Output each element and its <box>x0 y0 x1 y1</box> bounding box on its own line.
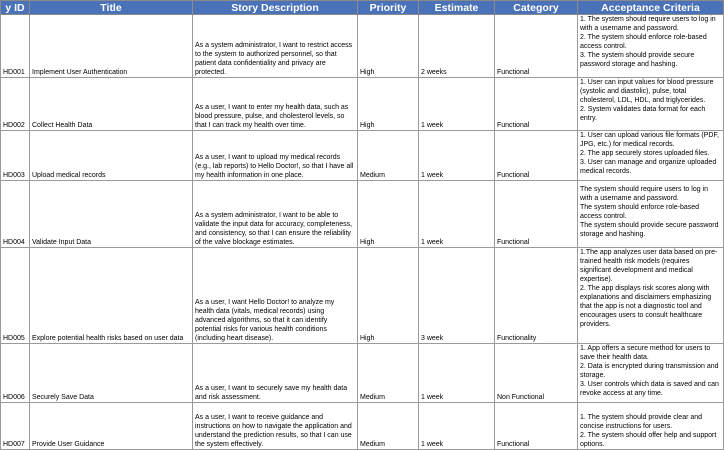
cell-estimate[interactable]: 1 week <box>419 131 495 181</box>
cell-id[interactable]: HD002 <box>1 78 30 131</box>
cell-criteria[interactable] <box>578 78 724 131</box>
criteria-line: 2. Data is encrypted during transmission and storage. <box>580 363 719 379</box>
cell-title[interactable]: Collect Health Data <box>30 78 193 131</box>
criteria-line: The system should require users to log in with a username and password. <box>580 186 709 202</box>
cell-priority[interactable]: High <box>358 78 419 131</box>
cell-title[interactable]: Implement User Authentication <box>30 15 193 78</box>
cell-estimate[interactable]: 1 week <box>419 403 495 450</box>
header-criteria[interactable]: Acceptance Criteria <box>578 1 724 15</box>
cell-title[interactable]: Upload medical records <box>30 131 193 181</box>
table-row <box>1 248 724 344</box>
criteria-line: 1. App offers a secure method for users to save their health data. <box>580 345 711 361</box>
criteria-line: 1. User can upload various file formats (PDF, JPG, etc.) for medical records. <box>580 132 719 148</box>
cell-category[interactable]: Functionality <box>495 248 578 344</box>
cell-estimate[interactable]: 2 weeks <box>419 15 495 78</box>
table-row <box>1 15 724 78</box>
criteria-line: 3. The system should provide secure password storage and hashing. <box>580 52 695 68</box>
criteria-line: 2. The app securely stores uploaded files. <box>580 150 710 157</box>
cell-priority[interactable]: Medium <box>358 403 419 450</box>
criteria-line: 3. User controls which data is saved and can revoke access at any time. <box>580 381 719 397</box>
cell-priority[interactable]: High <box>358 15 419 78</box>
cell-estimate[interactable]: 1 week <box>419 78 495 131</box>
cell-id[interactable]: HD004 <box>1 181 30 248</box>
table-row <box>1 78 724 131</box>
criteria-line: 3. User can manage and organize uploaded medical records. <box>580 159 717 175</box>
cell-category[interactable]: Non Functional <box>495 344 578 403</box>
cell-category[interactable]: Functional <box>495 403 578 450</box>
criteria-line: 2. The system should offer help and support options. <box>580 432 717 448</box>
cell-priority[interactable]: High <box>358 248 419 344</box>
criteria-line: The system should provide secure password storage and hashing. <box>580 222 719 238</box>
header-estimate[interactable]: Estimate <box>419 1 495 15</box>
header-title[interactable]: Title <box>30 1 193 15</box>
cell-criteria[interactable] <box>578 344 724 403</box>
cell-story[interactable]: As a user, I want to securely save my health data and risk assessment. <box>193 344 358 403</box>
cell-category[interactable]: Functional <box>495 15 578 78</box>
cell-priority[interactable]: Medium <box>358 344 419 403</box>
header-priority[interactable]: Priority <box>358 1 419 15</box>
cell-story[interactable]: As a user, I want to receive guidance and instructions on how to navigate the application and understand the prediction results, so that I can use the system effectively. <box>193 403 358 450</box>
cell-criteria[interactable] <box>578 403 724 450</box>
table-row <box>1 181 724 248</box>
cell-estimate[interactable]: 3 week <box>419 248 495 344</box>
cell-criteria[interactable] <box>578 131 724 181</box>
cell-story[interactable]: As a user, I want Hello Doctor! to analyze my health data (vitals, medical records) using advanced algorithms, so that it can identify potential risks for various health conditions (including heart disease). <box>193 248 358 344</box>
criteria-line: 1. User can input values for blood pressure (systolic and diastolic), pulse, total cholesterol, LDL, HDL, and triglycerides. <box>580 79 714 104</box>
cell-story[interactable]: As a system administrator, I want to be able to validate the input data for accuracy, completeness, and consistency, so that I can ensure the reliability of the valve blockage estimates. <box>193 181 358 248</box>
criteria-line: 1. The system should provide clear and concise instructions for users. <box>580 414 703 430</box>
cell-criteria[interactable] <box>578 15 724 78</box>
cell-category[interactable]: Functional <box>495 78 578 131</box>
criteria-line: 2. The app displays risk scores along with explanations and disclaimers emphasizing that the app is not a diagnostic tool and encourages users to consult healthcare providers. <box>580 285 712 328</box>
cell-category[interactable]: Functional <box>495 181 578 248</box>
table-row <box>1 131 724 181</box>
criteria-line: 2. System validates data format for each entry. <box>580 106 706 122</box>
cell-category[interactable]: Functional <box>495 131 578 181</box>
table-row <box>1 344 724 403</box>
criteria-line: 1. The system should require users to log in with a username and password. <box>580 16 716 32</box>
table-row <box>1 403 724 450</box>
cell-criteria[interactable] <box>578 248 724 344</box>
cell-id[interactable]: HD007 <box>1 403 30 450</box>
cell-estimate[interactable]: 1 week <box>419 344 495 403</box>
header-category[interactable]: Category <box>495 1 578 15</box>
criteria-line: 2. The system should enforce role-based access control. <box>580 34 707 50</box>
cell-story[interactable]: As a system administrator, I want to restrict access to the system to authorized personnel, so that patient data confidentiality and privacy are protected. <box>193 15 358 78</box>
cell-criteria[interactable] <box>578 181 724 248</box>
cell-story[interactable]: As a user, I want to upload my medical records (e.g., lab reports) to Hello Doctor!, so that I have all my health information in one place. <box>193 131 358 181</box>
cell-priority[interactable]: High <box>358 181 419 248</box>
cell-id[interactable]: HD006 <box>1 344 30 403</box>
header-story[interactable]: Story Description <box>193 1 358 15</box>
cell-title[interactable]: Validate Input Data <box>30 181 193 248</box>
cell-priority[interactable]: Medium <box>358 131 419 181</box>
cell-title[interactable]: Provide User Guidance <box>30 403 193 450</box>
header-row <box>1 1 724 15</box>
header-id[interactable]: y ID <box>1 1 30 15</box>
cell-id[interactable]: HD001 <box>1 15 30 78</box>
criteria-line: 1.The app analyzes user data based on pre-trained health risk models (requires significant development and medical expertise). <box>580 249 718 283</box>
cell-id[interactable]: HD005 <box>1 248 30 344</box>
cell-id[interactable]: HD003 <box>1 131 30 181</box>
cell-title[interactable]: Explore potential health risks based on user data <box>30 248 193 344</box>
criteria-line: The system should enforce role-based access control. <box>580 204 700 220</box>
cell-story[interactable]: As a user, I want to enter my health data, such as blood pressure, pulse, and cholesterol levels, so that I can track my health over time. <box>193 78 358 131</box>
cell-title[interactable]: Securely Save Data <box>30 344 193 403</box>
cell-estimate[interactable]: 1 week <box>419 181 495 248</box>
